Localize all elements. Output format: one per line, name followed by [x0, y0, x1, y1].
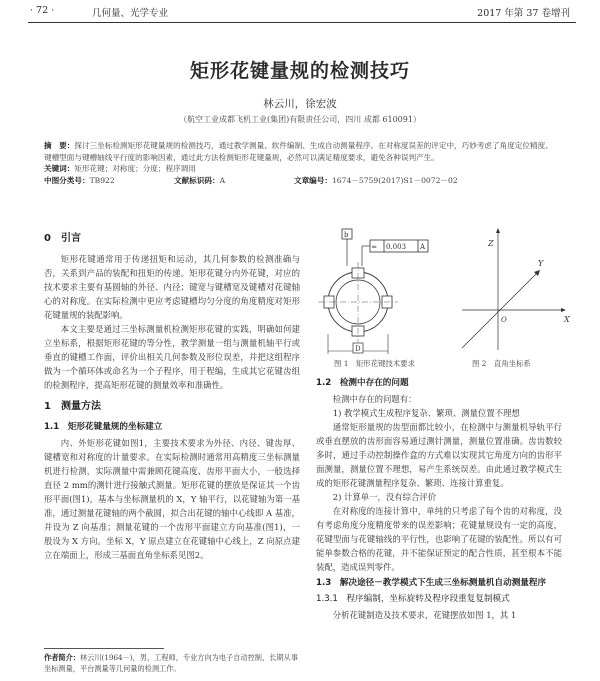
z-axis-label: Z [488, 239, 494, 248]
subsection-heading-1-1: 1.1 矩形花键量规的坐标建立 [44, 422, 163, 432]
figure-1-caption: 图 1 矩形花键技术要求 [334, 359, 415, 368]
right-column [316, 374, 562, 622]
abstract-block [44, 140, 556, 186]
author-footnote [44, 652, 302, 674]
abstract [44, 140, 556, 163]
problem-paragraph-2: 在对称度的连接计算中，单纯的只考虑了每个齿的对称度，没有考虑角度分度精度带来的误差影响；花键量规设有一定的高度，花键型面与花键轴线的平行性，也影响了花键的装配性。所以有可能单参数合格的花键，并不能保证预定的配合性质，甚至根本不能装配，造成误判零件。 [316, 506, 562, 572]
journal-issue: 2017 年第 37 卷增刊 [477, 8, 570, 19]
authors: 林云川，徐宏波 [263, 98, 337, 110]
article-number-field [294, 175, 458, 187]
keywords-text: 矩形花键；对称度；分度；程序调用 [74, 164, 196, 174]
figure-2-caption: 图 2 直角坐标系 [472, 359, 531, 368]
subsection-heading-1-3-1: 1.3.1 程序编制，坐标旋转及程序段重复复制模式 [316, 594, 510, 604]
section-heading-methods: 1 测量方法 [44, 401, 101, 412]
keywords [44, 163, 556, 175]
datum-b-letter: b [344, 231, 349, 239]
footnote-label: 作者简介： [44, 653, 80, 662]
figure-2-drawing [462, 228, 570, 350]
problem-item-1: 1) 教学模式生成程序复杂、繁琐、测量位置不理想 [332, 408, 520, 418]
footnote-rule [44, 648, 164, 649]
footnote-text: 林云川(1964－)，男，工程师，专业方向为电子自动控制，长期从事坐标测量，平台测量等几何量的检测工作。 [44, 653, 298, 673]
abstract-label: 摘 要： [44, 141, 75, 150]
dimension-d: D [355, 345, 361, 353]
keywords-label: 关键词： [44, 164, 75, 174]
problem-item-2: 2) 计算单一，没有综合评价 [332, 492, 437, 502]
y-axis-label: Y [538, 259, 544, 268]
figure-1-drawing [312, 226, 574, 372]
affiliation: （航空工业成都飞机工业(集团)有限责任公司，四川 成都 610091） [179, 115, 421, 124]
figure-area [312, 226, 574, 372]
page-number: · 72 · [30, 5, 55, 16]
paper-title: 矩形花键量规的检测技巧 [189, 60, 410, 82]
tolerance-value: 0.003 [386, 243, 407, 251]
program-paragraph: 分析花键制造及技术要求，花键摆放如图 1，其 1 [332, 610, 517, 620]
methods-paragraph: 内、外矩形花键如图1，主要技术要求为外径、内径、键齿厚、键槽宽和对称度的计量要求。在实际检测时通常用高精度三坐标测量机进行检测，实际测量中需兼顾花键高度、齿形平面大小，一般选择直径 2 mm的测针进行接触式测量。矩形花键的摆放是保证其一个齿形平面(图1)，基本与坐标测量机的 X，Y 轴平行，以花键轴为第一基准，通过测量花键轴的两个截圆，拟合出花键的轴中心线即 A 基准，并设为 Z 向基准；测量花键的一个齿形平面建立方向基准(图1)，一般设为 X 方向。坐标 X，Y 原点建立在花键轴中心线上，Z 向原点建立在端面上，形成三基面直角坐标系见图2。 [44, 438, 300, 560]
doc-code-field [174, 175, 294, 187]
datum-reference: A [420, 243, 426, 251]
classification-row [44, 175, 556, 187]
x-axis-label: X [564, 315, 570, 324]
journal-section: 几何量、光学专业 [92, 8, 169, 19]
doc-code-value: A [219, 175, 226, 185]
header-rule [28, 22, 576, 23]
intro-paragraph-1: 矩形花键通常用于传递扭矩和运动，其几何参数的检测准确与否，关系到产品的装配和扭矩的传递。矩形花键分内外花键，对应的技术要求主要有基圆轴的外径、内径；键宽与键槽宽及键槽对花键轴心的对称度。在实际检测中更应考虑键槽均匀分度的角度精度对矩形花键量规的装配影响。 [44, 254, 300, 320]
article-number-value: 1674－5759(2017)S1－0072－02 [331, 175, 458, 185]
subsection-heading-1-2: 1.2 检测中存在的问题 [316, 378, 409, 388]
doc-code-label: 文献标识码： [174, 175, 220, 185]
subsection-heading-1-3: 1.3 解决途径－教学模式下生成三坐标测量机自动测量程序 [316, 578, 547, 588]
left-column [44, 228, 300, 562]
intro-paragraph-2: 本文主要是通过三坐标测量机检测矩形花键的实践，明确如何建立坐标系，根据矩形花键的等分性，教学测量一组与测量机轴平行或垂直的键槽工作面，评价出相关几何参数及形位误差，并把这组程序做为一个循环体或命名为一个子程序，用于程编，生成其它花键齿组的检测程序，提高矩形花键的测量效率和准确性。 [44, 324, 300, 390]
abstract-text: 探讨三坐标检测矩形花键量规的检测技巧，通过教学测量、软件编制、生成自动测量程序。在对称度误差的评定中，巧妙考虑了角度定位精度、键槽型面与键槽轴线平行度的影响因素，通过此方法检测矩形花键量规，必然可以满足精度要求，避免各种误判产生。 [44, 141, 553, 162]
symmetry-symbol: ═ [372, 243, 377, 251]
origin-label: O [501, 316, 507, 324]
problem-paragraph-1: 通常矩形量规的齿型面都比较小，在检测中与测量机导轨平行或垂直摆放的齿形面容易通过测针测量，测量位置准确。齿齿数较多时，通过手动控制操作盒的方式难以实现其它角度方向的齿形平面测量，测量位置不理想，易产生系统误差。由此通过教学模式生成的矩形花键测量程序复杂、繁琐、连接计算重复。 [316, 422, 562, 488]
section-heading-introduction: 0 引言 [44, 233, 81, 244]
clc-value: TB922 [89, 175, 115, 185]
clc-field [44, 175, 174, 187]
problems-intro: 检测中存在的问题有： [332, 394, 417, 404]
clc-label: 中图分类号： [44, 175, 90, 185]
article-number-label: 文章编号： [294, 175, 332, 185]
running-header [0, 0, 600, 22]
